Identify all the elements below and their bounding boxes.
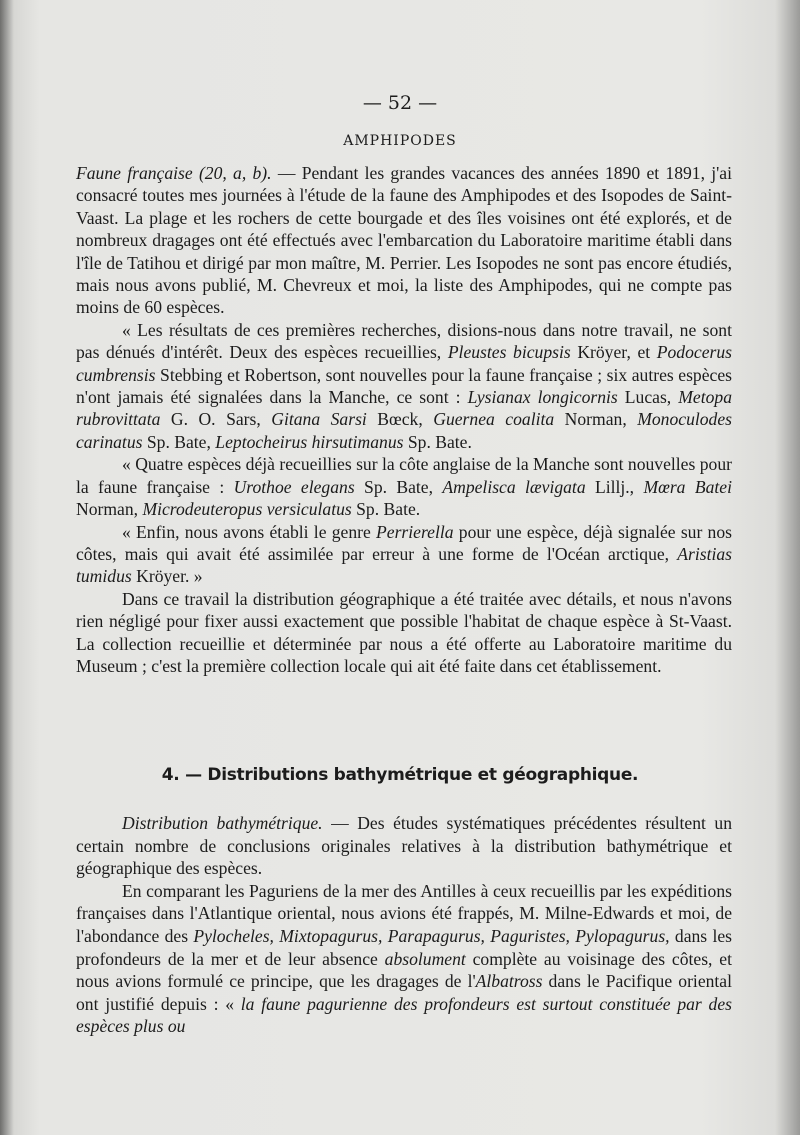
italic-text: Pylocheles, Mixtopagurus, Parapagurus, Paguristes, Pylopagurus, — [193, 925, 670, 946]
italic-text: Metopa rubrovittata — [76, 387, 732, 430]
body-text-lower — [76, 812, 732, 1038]
body-text-upper — [76, 162, 732, 677]
text-run: Norman, — [76, 499, 143, 520]
text-run: Lillj., — [585, 476, 644, 497]
text-run: Bœck, — [366, 409, 434, 430]
paragraph — [76, 588, 732, 678]
italic-text: Perrierella — [376, 521, 454, 542]
text-run: Sp. Bate. — [351, 499, 421, 520]
text-run: « Enfin, nous avons établi le genre — [122, 521, 377, 542]
text-run: Stebbing et Robertson, sont nouvelles pour la faune française ; six autres espèces n'ont jamais été signalées dans la Manche, ce sont : — [76, 364, 732, 408]
text-run: Dans ce travail la distribution géographique a été traitée avec détails, et nous n'avons rien négligé pour fixer aussi exactement que possible l'habitat de chaque espèce à St-Vaast. La collection recueillie et déterminée par nous a été offerte au Laboratoire maritime du Museum ; c'est la première collection locale qui ait été faite dans cet établissement. — [76, 588, 732, 676]
page-number: — 52 — — [362, 92, 438, 114]
paragraph — [76, 319, 732, 453]
text-run: En comparant les Paguriens de la mer des Antilles à ceux recueillis par les expéditions françaises dans l'Atlantique oriental, nous avions été frappés, M. Milne-Edwards et moi, de l'abondance des — [76, 880, 732, 946]
italic-text: Albatross — [475, 971, 543, 992]
text-run: Kröyer, et — [570, 342, 657, 363]
paragraph — [76, 812, 732, 880]
italic-text: Lysianax longicornis — [467, 387, 618, 408]
paragraph — [76, 521, 732, 588]
text-run: « Quatre espèces déjà recueillies sur la côte anglaise de la Manche sont nouvelles pour la faune française : — [76, 454, 732, 497]
text-run: Sp. Bate, — [354, 476, 443, 497]
italic-text: Ampelisca lævigata — [442, 476, 586, 497]
text-run: Sp. Bate, — [142, 431, 216, 452]
text-run: Lucas, — [617, 387, 679, 408]
text-run: complète au voisinage des côtes, et nous avions formulé ce principe, que les dragages de l' — [76, 948, 732, 992]
text-run: dans les profondeurs de la mer et de leur absence — [76, 925, 732, 969]
italic-text: Distribution bathymétrique. — [122, 813, 323, 833]
text-run: G. O. Sars, — [160, 409, 272, 430]
italic-text: Aristias tumidus — [76, 543, 732, 587]
italic-text: Gitana Sarsi — [271, 409, 367, 430]
italic-text: Podocerus cumbrensis — [76, 342, 732, 385]
italic-text: Guernea coalita — [433, 409, 555, 430]
italic-text: Urothoe elegans — [233, 476, 355, 497]
text-run: dans le Pacifique oriental ont justifié depuis : « — [76, 971, 733, 1014]
subsection-title: 4. — Distributions bathymétrique et géographique. — [161, 765, 639, 785]
italic-text: Faune française (20, a, b). — [76, 163, 272, 183]
paragraph — [76, 453, 732, 520]
section-title: AMPHIPODES — [343, 133, 457, 149]
text-run: — Pendant les grandes vacances des années 1890 et 1891, j'ai consacré toutes mes journées à l'étude de la faune des Amphipodes et des Isopodes de Saint-Vaast. La plage et les rochers de cette bourgade et des îles voisines ont été explorés, et de nombreux dragages ont été effectués avec l'embarcation du Laboratoire maritime établi dans l'île de Tatihou et dirigé par mon maître, M. Perrier. Les Isopodes ne sont pas encore étudiés, mais nous avons publié, M. Chevreux et moi, la liste des Amphipodes, qui ne compte pas moins de 60 espèces. — [76, 163, 733, 318]
text-run: Sp. Bate. — [403, 431, 472, 452]
italic-text: la faune pagurienne des profondeurs est surtout constituée par des espèces plus ou — [76, 993, 732, 1037]
italic-text: Pleustes bicupsis — [447, 342, 571, 363]
text-run: pour une espèce, déjà signalée sur nos côtes, mais qui avait été assimilée par erreur à une forme de l'Océan arctique, — [76, 521, 732, 564]
italic-text: Monoculodes carinatus — [76, 409, 733, 452]
paragraph — [76, 162, 732, 319]
italic-text: absolument — [384, 948, 466, 969]
text-run: Kröyer. » — [131, 566, 203, 587]
italic-text: Microdeuteropus versiculatus — [142, 499, 352, 520]
text-run: Norman, — [554, 409, 638, 430]
italic-text: Leptocheirus hirsutimanus — [215, 431, 404, 452]
text-run: — Des études systématiques précédentes résultent un certain nombre de conclusions originales relatives à la distribution bathymétrique et géographique des espèces. — [76, 813, 733, 879]
italic-text: Mœra Batei — [643, 476, 732, 497]
text-run: « Les résultats de ces premières recherches, disions-nous dans notre travail, ne sont pas dénués d'intérêt. Deux des espèces recueillies, — [76, 319, 732, 363]
paragraph — [76, 880, 732, 1038]
